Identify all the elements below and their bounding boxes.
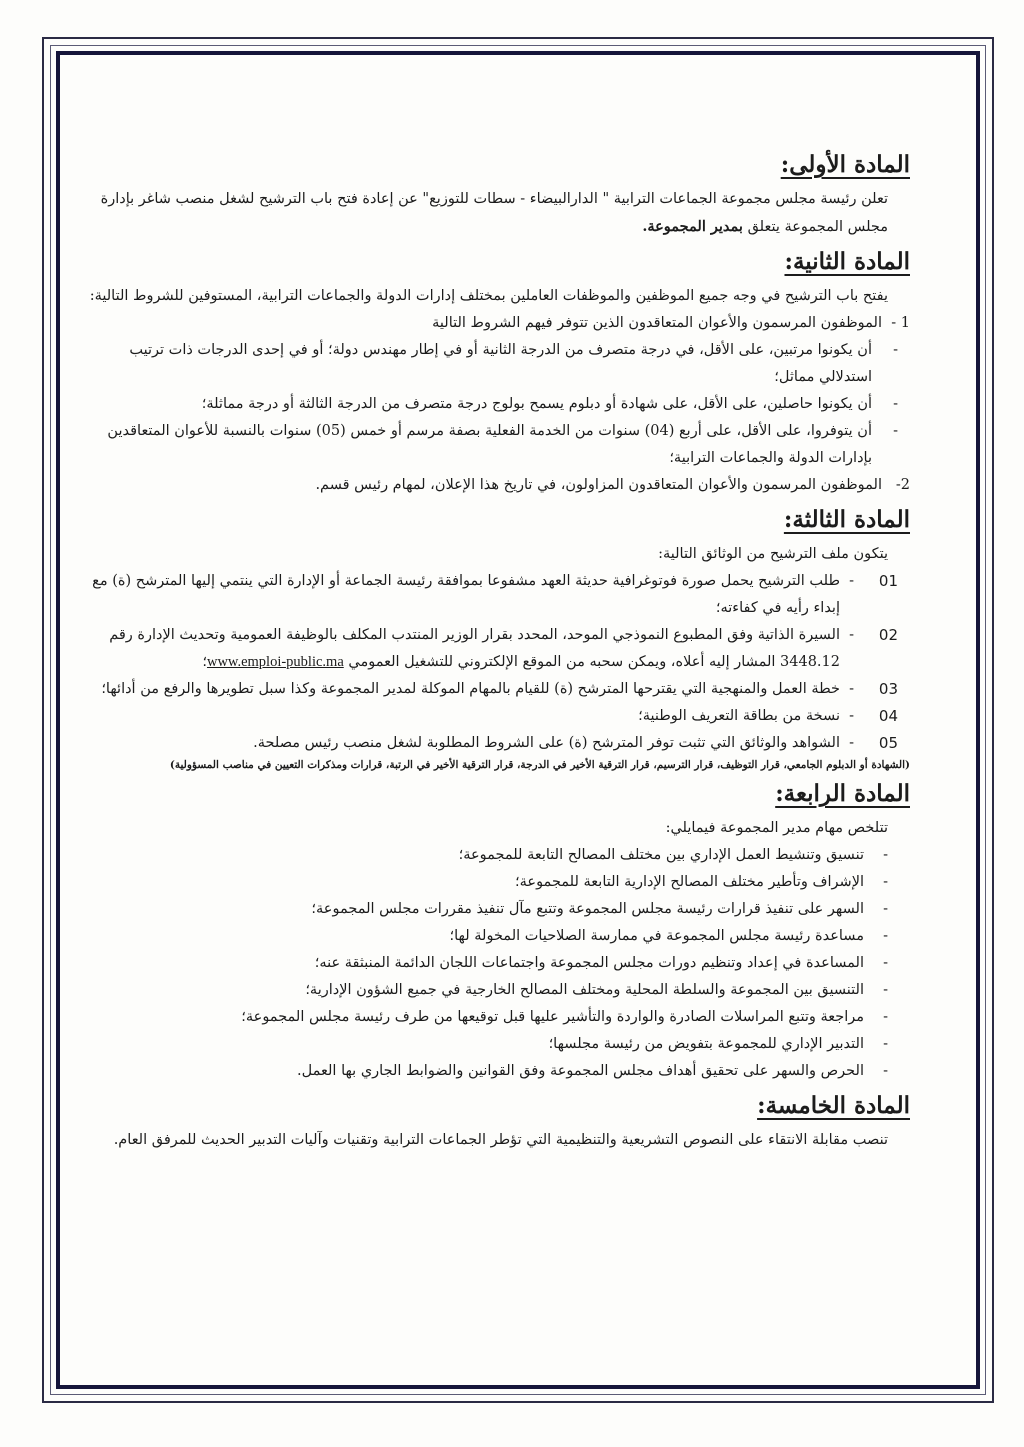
document-body xyxy=(74,150,910,1160)
task-dash: - xyxy=(883,1036,888,1052)
eligibility-group-1 xyxy=(74,310,910,337)
document-number: 01 xyxy=(878,572,898,590)
task-text: الحرص والسهر على تحقيق أهداف مجلس المجموعة وفق القوانين والضوابط الجاري بها العمل. xyxy=(297,1063,864,1079)
article-5-heading: المادة الخامسة: xyxy=(757,1092,910,1119)
task-text: التنسيق بين المجموعة والسلطة المحلية ومختلف المصالح الخارجية في جميع الشؤون الإدارية؛ xyxy=(305,982,864,998)
condition-item xyxy=(74,391,910,418)
document-dash: - xyxy=(849,627,854,643)
document-text xyxy=(74,622,840,676)
task-text: السهر على تنفيذ قرارات رئيسة مجلس المجموعة وتتبع مآل تنفيذ مقررات مجلس المجموعة؛ xyxy=(311,901,864,917)
task-item xyxy=(74,1058,910,1085)
article-1-heading: المادة الأولى: xyxy=(780,151,910,178)
article-5-text: تنصب مقابلة الانتقاء على النصوص التشريعية والتنظيمية التي تؤطر الجماعات الترابية وتقنيات وآليات التدبير الحديث للمرفق العام. xyxy=(113,1132,888,1148)
document-item xyxy=(74,703,910,730)
task-item xyxy=(74,950,910,977)
document-dash: - xyxy=(849,708,854,724)
task-text: مساعدة رئيسة مجلس المجموعة في ممارسة الصلاحيات المخولة لها؛ xyxy=(449,928,864,944)
condition-text: أن يتوفروا، على الأقل، على أربع (04) سنوات من الخدمة الفعلية بصفة مرسم أو خمس (05) سنوات بالنسبة للأعوان المتعاقدين بإدارات الدولة والجماعات الترابية؛ xyxy=(107,423,872,466)
task-dash: - xyxy=(883,847,888,863)
document-text-end: ؛ xyxy=(202,654,207,670)
article-3-heading: المادة الثالثة: xyxy=(783,506,910,533)
task-text: المساعدة في إعداد وتنظيم دورات مجلس المجموعة واجتماعات اللجان الدائمة المنبثقة عنه؛ xyxy=(314,955,864,971)
condition-dash: - xyxy=(893,423,898,439)
article-5 xyxy=(74,1091,910,1154)
document-number: 04 xyxy=(878,707,898,725)
article-1-text-body: تعلن رئيسة مجلس مجموعة الجماعات الترابية " الدارالبيضاء - سطات للتوزيع" عن إعادة فتح باب الترشيح لشغل منصب شاغر بإدارة مجلس المجموعة يتعلق xyxy=(100,191,888,235)
article-2-heading: المادة الثانية: xyxy=(784,248,910,275)
task-text: التدبير الإداري للمجموعة بتفويض من رئيسة مجلسها؛ xyxy=(548,1036,864,1052)
task-dash: - xyxy=(883,1063,888,1079)
condition-dash: - xyxy=(893,396,898,412)
task-item xyxy=(74,923,910,950)
document-number: 03 xyxy=(878,680,898,698)
document-text: الشواهد والوثائق التي تثبت توفر المترشح (ة) على الشروط المطلوبة لشغل منصب رئيس مصلحة. xyxy=(253,735,840,751)
condition-dash: - xyxy=(893,342,898,358)
document-text: خطة العمل والمنهجية التي يقترحها المترشح (ة) للقيام بالمهام الموكلة لمدير المجموعة وكذا سبل تطويرها والرفع من أدائها؛ xyxy=(101,681,840,697)
condition-text: أن يكونوا حاصلين، على الأقل، على شهادة أو دبلوم يسمح بولوج درجة متصرف من الدرجة الثالثة أو درجة مماثلة؛ xyxy=(201,396,872,412)
article-3-intro: يتكون ملف الترشيح من الوثائق التالية: xyxy=(658,546,888,562)
article-2-intro: يفتح باب الترشيح في وجه جميع الموظفين والموظفات العاملين بمختلف إدارات الدولة والجماعات الترابية، المستوفين للشروط التالية: xyxy=(89,288,888,304)
document-dash: - xyxy=(849,573,854,589)
task-dash: - xyxy=(883,901,888,917)
task-dash: - xyxy=(883,982,888,998)
article-3 xyxy=(74,505,910,773)
document-item xyxy=(74,622,910,676)
article-4 xyxy=(74,779,910,1085)
document-item xyxy=(74,568,910,622)
task-item xyxy=(74,977,910,1004)
document-text-body: السيرة الذاتية وفق المطبوع النموذجي الموحد، المحدد بقرار الوزير المنتدب المكلف بالوظيفة العمومية وتحديث الإدارة رقم 3448.12 المشار إليه أعلاه، ويمكن سحبه من الموقع الإلكتروني للتشغيل العمومي xyxy=(109,627,840,670)
task-dash: - xyxy=(883,955,888,971)
document-dash: - xyxy=(849,681,854,697)
article-1-text xyxy=(74,186,910,241)
emploi-public-link[interactable]: www.emploi-public.ma xyxy=(206,654,344,670)
group-2-marker: 2- xyxy=(895,477,910,493)
document-text: طلب الترشيح يحمل صورة فوتوغرافية حديثة العهد مشفوعا بموافقة رئيسة الجماعة أو الإدارة التي ينتمي إليها المترشح (ة) مع إبداء رأيه في كفاءته؛ xyxy=(92,573,840,616)
task-item xyxy=(74,869,910,896)
document-item xyxy=(74,730,910,757)
task-item xyxy=(74,896,910,923)
article-1-text-bold: بمدير المجموعة. xyxy=(642,218,743,235)
task-dash: - xyxy=(883,1009,888,1025)
task-item xyxy=(74,1004,910,1031)
group-2-title: الموظفون المرسمون والأعوان المتعاقدون المزاولون، في تاريخ هذا الإعلان، لمهام رئيس قسم. xyxy=(315,477,882,493)
document-item xyxy=(74,676,910,703)
article-2 xyxy=(74,247,910,499)
condition-text: أن يكونوا مرتبين، على الأقل، في درجة متصرف من الدرجة الثانية أو في إطار مهندس دولة؛ أو في إحدى الدرجات ذات ترتيب استدلالي مماثل؛ xyxy=(129,342,872,385)
group-1-title: الموظفون المرسمون والأعوان المتعاقدون الذين تتوفر فيهم الشروط التالية xyxy=(432,315,882,331)
condition-item xyxy=(74,418,910,472)
task-text: تنسيق وتنشيط العمل الإداري بين مختلف المصالح التابعة للمجموعة؛ xyxy=(458,847,864,863)
article-4-intro: تتلخص مهام مدير المجموعة فيمايلي: xyxy=(665,820,888,836)
document-dash: - xyxy=(849,735,854,751)
task-item xyxy=(74,842,910,869)
article-4-heading: المادة الرابعة: xyxy=(775,780,910,807)
group-1-marker: 1 - xyxy=(891,315,910,331)
condition-item xyxy=(74,337,910,391)
document-number: 02 xyxy=(878,626,898,644)
document-number: 05 xyxy=(878,734,898,752)
task-dash: - xyxy=(883,874,888,890)
eligibility-group-2 xyxy=(74,472,910,499)
document-text: نسخة من بطاقة التعريف الوطنية؛ xyxy=(638,708,840,724)
task-item xyxy=(74,1031,910,1058)
task-text: الإشراف وتأطير مختلف المصالح الإدارية التابعة للمجموعة؛ xyxy=(515,874,864,890)
supporting-documents-note: (الشهادة أو الدبلوم الجامعي، قرار التوظيف، قرار الترسيم، قرار الترقية الأخير في الدرجة، قرار الترقية الأخير في الرتبة، قرارات ومذكرات التعيين في مناصب المسؤولية) xyxy=(169,759,910,771)
task-dash: - xyxy=(883,928,888,944)
article-1 xyxy=(74,150,910,241)
task-text: مراجعة وتتبع المراسلات الصادرة والواردة والتأشير عليها قبل توقيعها من طرف رئيسة مجلس المجموعة؛ xyxy=(241,1009,864,1025)
